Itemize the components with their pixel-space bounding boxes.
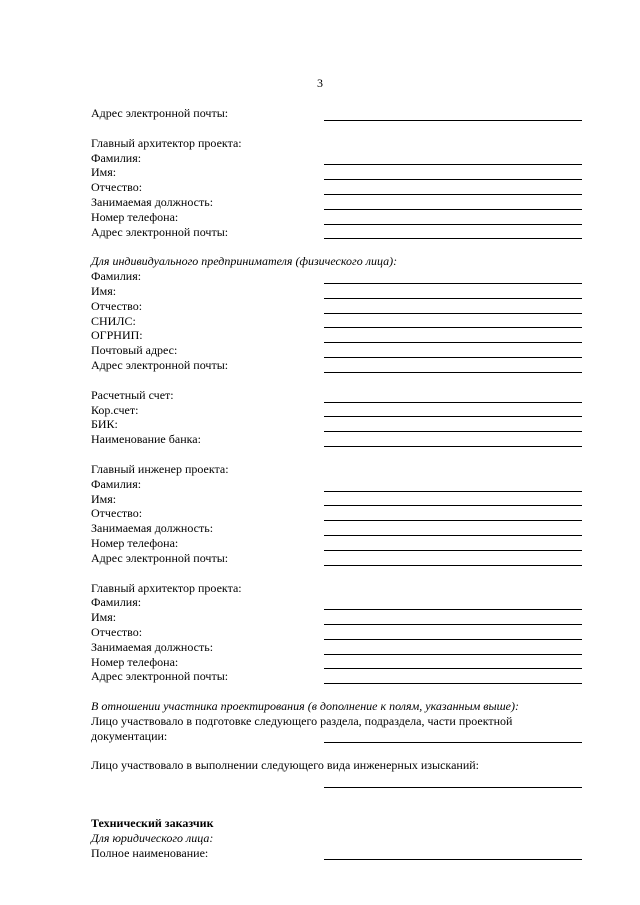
form-field-row [91,521,591,536]
form-field-row [91,225,591,240]
field-label: Номер телефона: [91,209,179,224]
field-label: Отчество: [91,180,143,195]
form-field-row [91,299,591,314]
field-label: Наименование банка: [91,432,201,447]
field-label: Имя: [91,283,117,298]
section-spacer [91,239,591,254]
section-spacer [91,743,591,758]
section-spacer [91,684,591,699]
field-label: Занимаемая должность: [91,194,214,209]
form-field-row [91,284,591,299]
form-field-row [91,165,591,180]
field-label: Адрес электронной почты: [91,357,229,372]
field-label: Отчество: [91,506,143,521]
form-field-row [91,328,591,343]
field-label: Кор.счет: [91,402,139,417]
form-field-row [91,729,591,744]
form-field-row [91,432,591,447]
form-field-row [91,343,591,358]
form-field-row [91,358,591,373]
field-label: Фамилия: [91,476,142,491]
section-heading [91,581,591,596]
field-label: Адрес электронной почты: [91,224,229,239]
section-heading [91,816,591,831]
fill-in-line[interactable] [324,372,582,373]
field-label: Адрес электронной почты: [91,550,229,565]
field-label: Почтовый адрес: [91,343,178,358]
section-spacer [91,121,591,136]
fill-in-line[interactable] [324,787,582,788]
field-label: Полное наименование: [91,845,209,860]
section-spacer [91,788,591,816]
form-field-row [91,506,591,521]
field-label: Фамилия: [91,150,142,165]
heading-text: Для юридического лица: [91,830,214,845]
heading-text: Лицо участвовало в выполнении следующего вида инженерных изысканий: [91,758,480,773]
form-field-row [91,388,591,403]
heading-text: В отношении участника проектирования (в дополнение к полям, указанным выше): [91,699,519,714]
section-heading [91,136,591,151]
heading-text: Главный архитектор проекта: [91,135,242,150]
fill-in-line[interactable] [324,683,582,684]
form-field-row [91,669,591,684]
field-label: Адрес электронной почты: [91,669,229,684]
page-number: 3 [317,76,323,90]
form-field-row [91,417,591,432]
section-spacer [91,373,591,388]
field-label: Расчетный счет: [91,387,174,402]
form-field-row [91,536,591,551]
form-field-row [91,195,591,210]
form-field-row [91,210,591,225]
form-field-row [91,640,591,655]
field-label: Занимаемая должность: [91,639,214,654]
field-label: Имя: [91,610,117,625]
fill-in-line[interactable] [324,742,582,743]
field-label: Фамилия: [91,595,142,610]
form-field-row [91,151,591,166]
fill-in-line[interactable] [324,238,582,239]
field-label: Номер телефона: [91,535,179,550]
form-body [91,106,591,860]
form-field-row [91,106,591,121]
form-field-row [91,314,591,329]
field-label: Адрес электронной почты: [91,106,229,120]
form-field-row [91,610,591,625]
form-field-row [91,403,591,418]
heading-text: Главный архитектор проекта: [91,580,242,595]
form-field-row [91,180,591,195]
form-field-row [91,551,591,566]
field-label: Имя: [91,491,117,506]
form-field-row [91,625,591,640]
section-spacer [91,447,591,462]
section-heading [91,831,591,846]
form-field-row [91,595,591,610]
field-label: БИК: [91,417,118,432]
heading-text: Главный инженер проекта: [91,461,229,476]
form-field-row [91,269,591,284]
fill-in-line[interactable] [324,565,582,566]
field-label: Имя: [91,165,117,180]
fill-in-line[interactable] [324,446,582,447]
section-heading [91,699,591,714]
field-label: Занимаемая должность: [91,521,214,536]
field-label: СНИЛС: [91,313,136,328]
heading-text: Лицо участвовало в подготовке следующего раздела, подраздела, части проектной [91,713,513,728]
field-label: Отчество: [91,624,143,639]
form-field-row [91,773,591,788]
section-heading [91,254,591,269]
fill-in-line[interactable] [324,859,582,860]
field-label: документации: [91,728,168,743]
heading-text: Для индивидуального предпринимателя (физического лица): [91,254,398,269]
field-label: Фамилия: [91,269,142,284]
section-spacer [91,566,591,581]
form-field-row [91,492,591,507]
form-field-row [91,477,591,492]
section-heading [91,462,591,477]
fill-in-line[interactable] [324,120,582,121]
heading-text: Технический заказчик [91,816,214,831]
field-label: Номер телефона: [91,654,179,669]
form-field-row [91,655,591,670]
section-heading [91,714,591,729]
section-heading [91,758,591,773]
field-label: ОГРНИП: [91,328,143,343]
form-field-row [91,846,591,861]
field-label: Отчество: [91,298,143,313]
